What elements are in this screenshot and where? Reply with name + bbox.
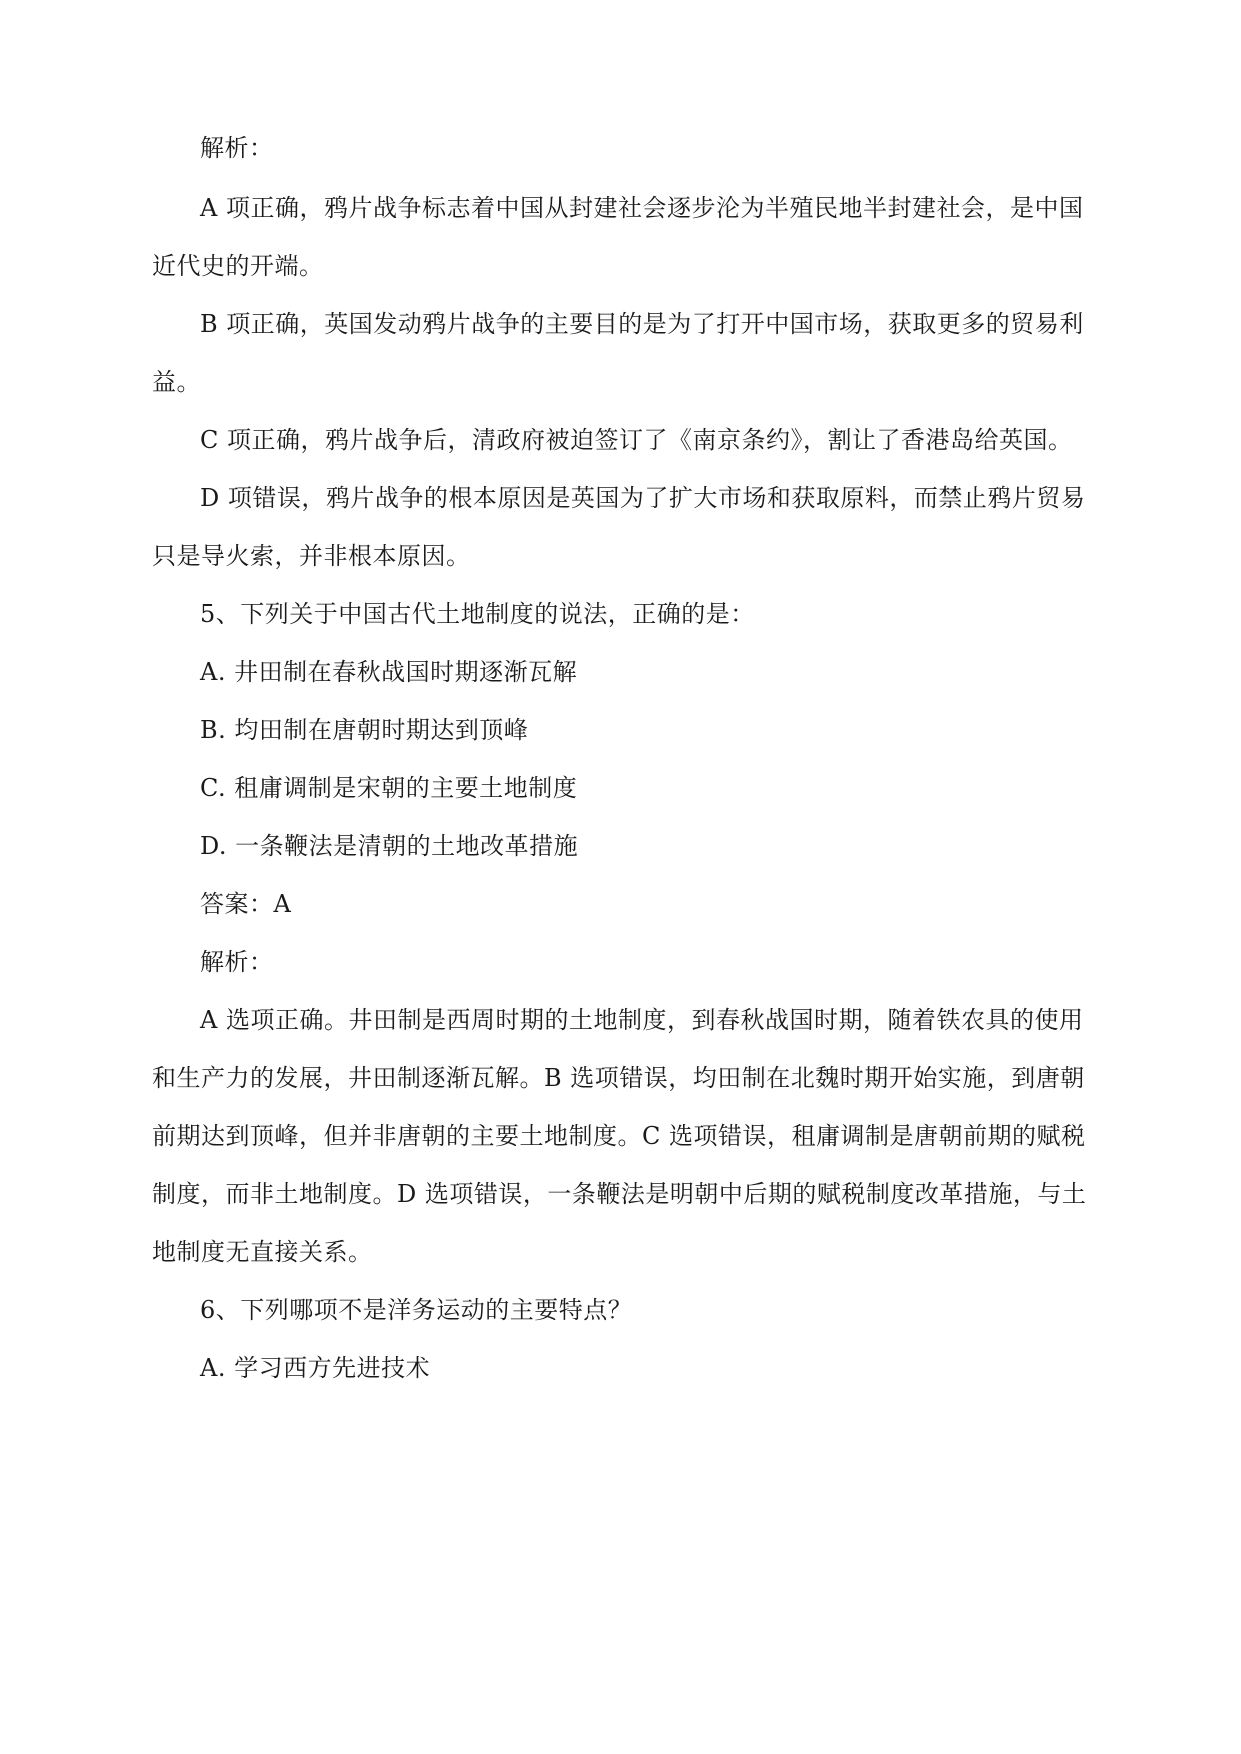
paragraph-line: 前期达到顶峰，但并非唐朝的主要土地制度。C 选项错误，租庸调制是唐朝前期的赋税 <box>152 1122 1086 1150</box>
paragraph-line: 和生产力的发展，井田制逐渐瓦解。B 选项错误，均田制在北魏时期开始实施，到唐朝 <box>152 1064 1085 1092</box>
analysis-heading: 解析： <box>200 134 274 162</box>
option-item: B. 均田制在唐朝时期达到顶峰 <box>200 716 529 744</box>
question-text: 5、下列关于中国古代土地制度的说法，正确的是： <box>200 600 755 628</box>
paragraph-line: D 项错误，鸦片战争的根本原因是英国为了扩大市场和获取原料，而禁止鸦片贸易 <box>200 484 1086 512</box>
paragraph-line: C 项正确，鸦片战争后，清政府被迫签订了《南京条约》，割让了香港岛给英国。 <box>200 426 1073 454</box>
paragraph-line: A 选项正确。井田制是西周时期的土地制度，到春秋战国时期，随着铁农具的使用 <box>200 1006 1084 1034</box>
paragraph-line: 益。 <box>152 368 201 396</box>
paragraph-line: B 项正确，英国发动鸦片战争的主要目的是为了打开中国市场，获取更多的贸易利 <box>200 310 1084 338</box>
option-item: A. 学习西方先进技术 <box>200 1354 431 1382</box>
analysis-heading: 解析： <box>200 948 274 976</box>
paragraph-line: 制度，而非土地制度。D 选项错误，一条鞭法是明朝中后期的赋税制度改革措施，与土 <box>152 1180 1087 1208</box>
paragraph-line: A 项正确，鸦片战争标志着中国从封建社会逐步沦为半殖民地半封建社会，是中国 <box>200 194 1084 222</box>
question-text: 6、下列哪项不是洋务运动的主要特点？ <box>200 1296 633 1324</box>
paragraph-line: 地制度无直接关系。 <box>152 1238 373 1266</box>
paragraph-line: 只是导火索，并非根本原因。 <box>152 542 471 570</box>
paragraph-line: 近代史的开端。 <box>152 252 324 280</box>
option-item: C. 租庸调制是宋朝的主要土地制度 <box>200 774 578 802</box>
option-item: A. 井田制在春秋战国时期逐渐瓦解 <box>200 658 578 686</box>
answer-line: 答案：A <box>200 890 292 918</box>
option-item: D. 一条鞭法是清朝的土地改革措施 <box>200 832 579 860</box>
